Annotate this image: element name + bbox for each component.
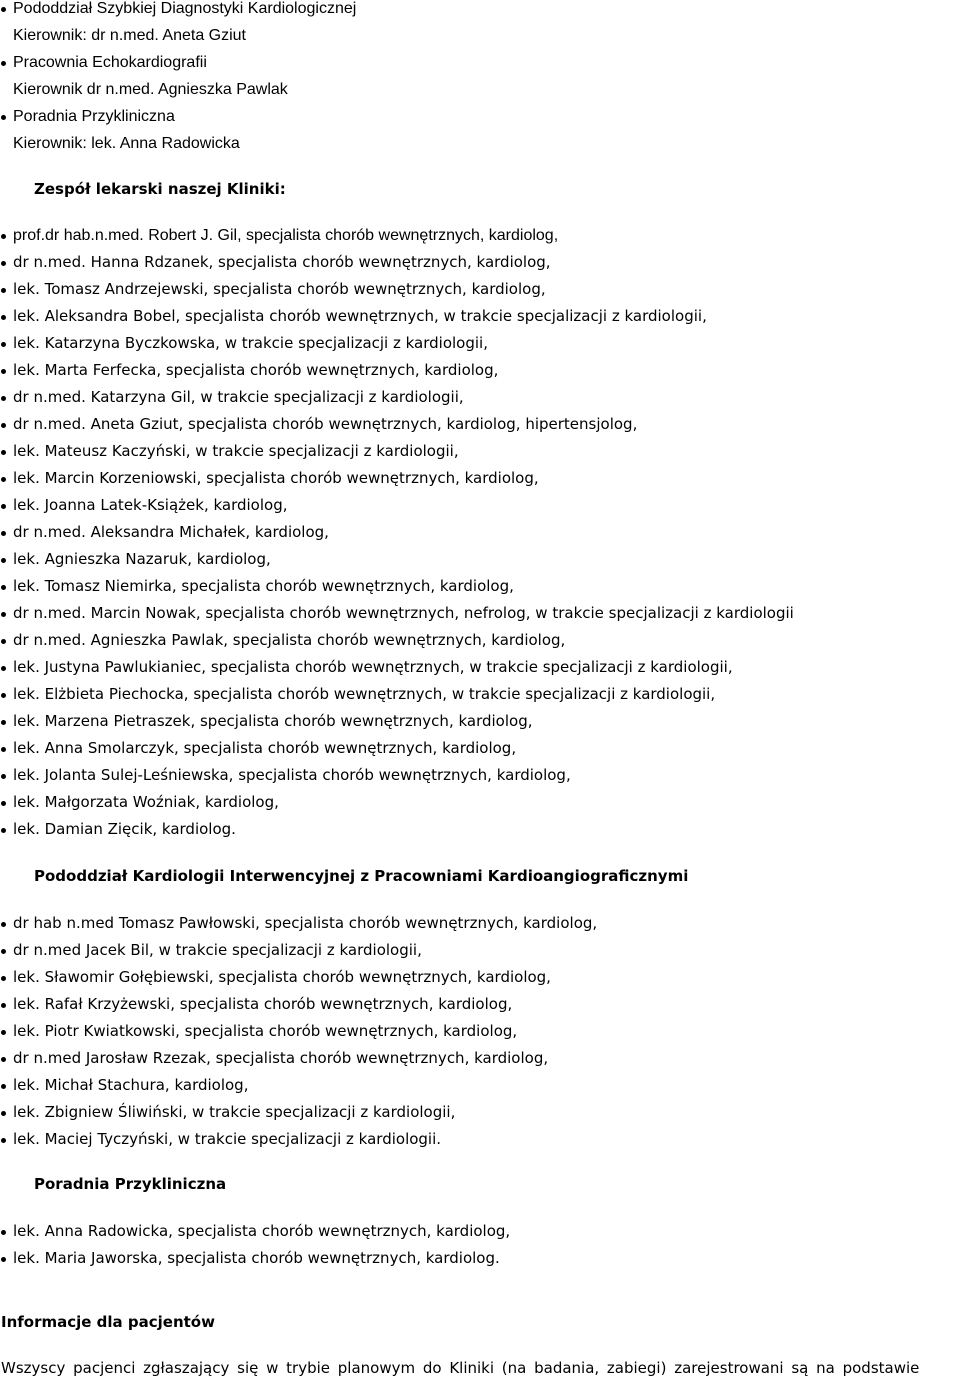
clinic-list <box>0 1218 960 1272</box>
list-item: lek. Sławomir Gołębiewski, specjalista chorób wewnętrznych, kardiolog, <box>0 964 960 991</box>
list-item: dr hab n.med Tomasz Pawłowski, specjalista chorób wewnętrznych, kardiolog, <box>0 910 960 937</box>
unit-head: Kierownik: dr n.med. Aneta Gziut <box>13 27 246 44</box>
list-item: lek. Tomasz Andrzejewski, specjalista chorób wewnętrznych, kardiolog, <box>0 276 960 303</box>
list-item: dr n.med Jacek Bil, w trakcie specjalizacji z kardiologii, <box>0 937 960 964</box>
list-item: lek. Marzena Pietraszek, specjalista chorób wewnętrznych, kardiolog, <box>0 708 960 735</box>
list-item: dr n.med. Aneta Gziut, specjalista chorób wewnętrznych, kardiolog, hipertensjolog, <box>0 411 960 438</box>
top-units-list-2 <box>0 49 960 76</box>
unit-name: Pododdział Szybkiej Diagnostyki Kardiologicznej <box>0 0 960 22</box>
list-item: dr n.med. Aleksandra Michałek, kardiolog, <box>0 519 960 546</box>
info-paragraph: Wszyscy pacjenci zgłaszający się w trybie planowym do Kliniki (na badania, zabiegi) zarejestrowani są na podstawie <box>1 1359 920 1377</box>
info-heading: Informacje dla pacjentów <box>1 1313 215 1331</box>
team-list <box>0 222 960 843</box>
list-item: lek. Maciej Tyczyński, w trakcie specjalizacji z kardiologii. <box>0 1126 960 1153</box>
unit-head: Kierownik: lek. Anna Radowicka <box>13 135 240 152</box>
list-item: lek. Katarzyna Byczkowska, w trakcie specjalizacji z kardiologii, <box>0 330 960 357</box>
clinic-heading: Poradnia Przykliniczna <box>34 1175 227 1193</box>
list-item: lek. Jolanta Sulej-Leśniewska, specjalista chorób wewnętrznych, kardiolog, <box>0 762 960 789</box>
unit-name: Pracownia Echokardiografii <box>0 49 960 76</box>
list-item: lek. Małgorzata Woźniak, kardiolog, <box>0 789 960 816</box>
list-item: lek. Anna Smolarczyk, specjalista chorób wewnętrznych, kardiolog, <box>0 735 960 762</box>
list-item: lek. Michał Stachura, kardiolog, <box>0 1072 960 1099</box>
list-item: dr n.med. Agnieszka Pawlak, specjalista chorób wewnętrznych, kardiolog, <box>0 627 960 654</box>
list-item: lek. Joanna Latek-Książek, kardiolog, <box>0 492 960 519</box>
list-item: lek. Rafał Krzyżewski, specjalista chorób wewnętrznych, kardiolog, <box>0 991 960 1018</box>
team-heading: Zespół lekarski naszej Kliniki: <box>34 180 286 198</box>
list-item: dr n.med. Katarzyna Gil, w trakcie specjalizacji z kardiologii, <box>0 384 960 411</box>
list-item: lek. Marcin Korzeniowski, specjalista chorób wewnętrznych, kardiolog, <box>0 465 960 492</box>
list-item: dr n.med. Marcin Nowak, specjalista chorób wewnętrznych, nefrolog, w trakcie specjalizacji z kardiologii <box>0 600 960 627</box>
list-item: lek. Marta Ferfecka, specjalista chorób wewnętrznych, kardiolog, <box>0 357 960 384</box>
list-item: lek. Justyna Pawlukianiec, specjalista chorób wewnętrznych, w trakcie specjalizacji z kardiologii, <box>0 654 960 681</box>
list-item: lek. Tomasz Niemirka, specjalista chorób wewnętrznych, kardiolog, <box>0 573 960 600</box>
list-item: prof.dr hab.n.med. Robert J. Gil, specjalista chorób wewnętrznych, kardiolog, <box>0 222 960 249</box>
list-item: lek. Agnieszka Nazaruk, kardiolog, <box>0 546 960 573</box>
unit-head: Kierownik dr n.med. Agnieszka Pawlak <box>13 81 288 98</box>
list-item: dr n.med Jarosław Rzezak, specjalista chorób wewnętrznych, kardiolog, <box>0 1045 960 1072</box>
unit-name: Poradnia Przykliniczna <box>0 103 960 130</box>
interventional-list <box>0 910 960 1153</box>
list-item: lek. Piotr Kwiatkowski, specjalista chorób wewnętrznych, kardiolog, <box>0 1018 960 1045</box>
list-item: lek. Aleksandra Bobel, specjalista chorób wewnętrznych, w trakcie specjalizacji z kardiologii, <box>0 303 960 330</box>
list-item: lek. Anna Radowicka, specjalista chorób wewnętrznych, kardiolog, <box>0 1218 960 1245</box>
list-item: lek. Maria Jaworska, specjalista chorób wewnętrznych, kardiolog. <box>0 1245 960 1272</box>
list-item: lek. Zbigniew Śliwiński, w trakcie specjalizacji z kardiologii, <box>0 1099 960 1126</box>
list-item: lek. Mateusz Kaczyński, w trakcie specjalizacji z kardiologii, <box>0 438 960 465</box>
top-units-list <box>0 0 960 22</box>
list-item: lek. Elżbieta Piechocka, specjalista chorób wewnętrznych, w trakcie specjalizacji z kardiologii, <box>0 681 960 708</box>
list-item: dr n.med. Hanna Rdzanek, specjalista chorób wewnętrznych, kardiolog, <box>0 249 960 276</box>
interventional-heading: Pododdział Kardiologii Interwencyjnej z Pracowniami Kardioangiograficznymi <box>34 867 689 885</box>
list-item: lek. Damian Zięcik, kardiolog. <box>0 816 960 843</box>
top-units-list-3 <box>0 103 960 130</box>
